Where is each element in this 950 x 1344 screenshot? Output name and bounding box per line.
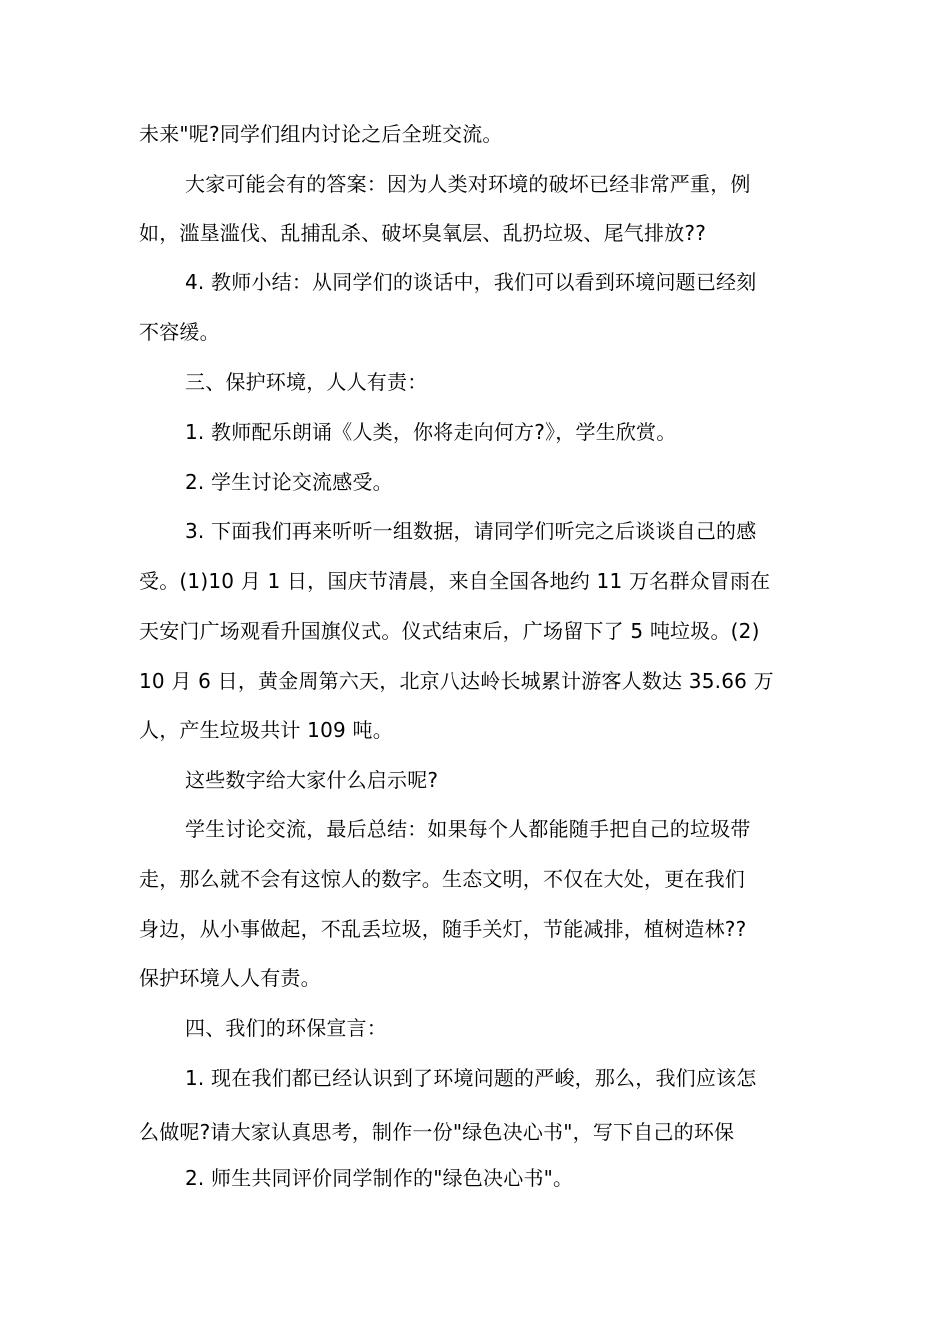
text-line: 学生讨论交流，最后总结：如果每个人都能随手把自己的垃圾带 bbox=[185, 817, 751, 841]
section-heading: 三、保护环境，人人有责： bbox=[185, 370, 428, 394]
text-line: 受。(1)10 月 1 日，国庆节清晨，来自全国各地约 11 万名群众冒雨在 bbox=[139, 569, 771, 593]
text-line: 么做呢?请大家认真思考，制作一份"绿色决心书"，写下自己的环保 bbox=[139, 1120, 735, 1144]
text-line: 大家可能会有的答案：因为人类对环境的破坏已经非常严重，例 bbox=[185, 172, 751, 196]
text-line: 不容缓。 bbox=[139, 320, 220, 344]
text-line: 1. 教师配乐朗诵《人类，你将走向何方?》，学生欣赏。 bbox=[185, 420, 677, 444]
text-line: 天安门广场观看升国旗仪式。仪式结束后，广场留下了 5 吨垃圾。(2) bbox=[139, 619, 760, 643]
text-line: 1. 现在我们都已经认识到了环境问题的严峻，那么，我们应该怎 bbox=[185, 1066, 757, 1090]
text-line: 4. 教师小结：从同学们的谈话中，我们可以看到环境问题已经刻 bbox=[185, 270, 757, 294]
text-line: 走，那么就不会有这惊人的数字。生态文明，不仅在大处，更在我们 bbox=[139, 867, 745, 891]
text-line: 人，产生垃圾共计 109 吨。 bbox=[139, 718, 393, 742]
text-line: 10 月 6 日，黄金周第六天，北京八达岭长城累计游客人数达 35.66 万 bbox=[139, 669, 774, 693]
text-line: 如，滥垦滥伐、乱捕乱杀、破坏臭氧层、乱扔垃圾、尾气排放?? bbox=[139, 221, 707, 245]
text-line: 身边，从小事做起，不乱丢垃圾，随手关灯，节能减排，植树造林?? bbox=[139, 917, 747, 941]
text-line: 保护环境人人有责。 bbox=[139, 966, 321, 990]
text-line: 这些数字给大家什么启示呢? bbox=[185, 768, 439, 792]
text-line: 2. 师生共同评价同学制作的"绿色决心书"。 bbox=[185, 1166, 574, 1190]
section-heading: 四、我们的环保宣言： bbox=[185, 1016, 387, 1040]
text-line: 3. 下面我们再来听听一组数据，请同学们听完之后谈谈自己的感 bbox=[185, 519, 757, 543]
text-line: 2. 学生讨论交流感受。 bbox=[185, 470, 393, 494]
text-line: 未来"呢?同学们组内讨论之后全班交流。 bbox=[139, 122, 503, 146]
